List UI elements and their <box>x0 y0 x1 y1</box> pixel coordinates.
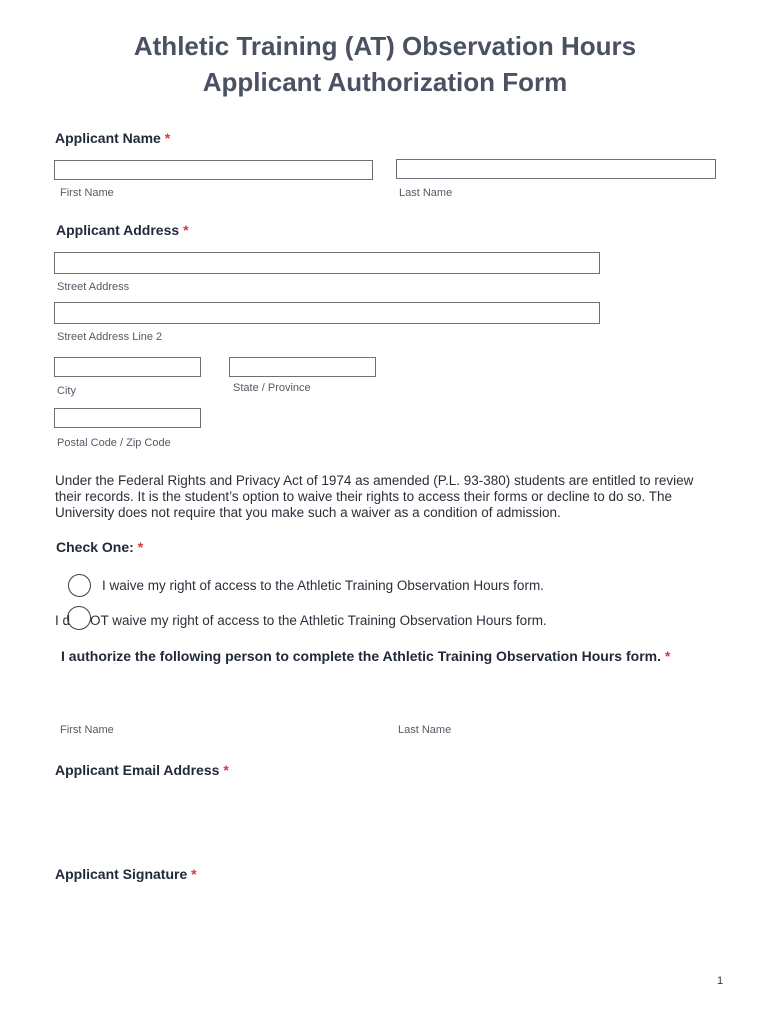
street-address-line-2-sublabel: Street Address Line 2 <box>57 331 163 343</box>
required-mark: * <box>664 648 671 664</box>
not-waive-option-label: OT waive my right of access to the Athletic Training Observation Hours form. <box>90 613 547 628</box>
last-name-sublabel: Last Name <box>399 187 453 199</box>
not-waive-radio[interactable] <box>67 606 91 630</box>
last-name-input[interactable] <box>396 159 716 179</box>
state-province-input[interactable] <box>229 357 376 377</box>
required-mark: * <box>223 762 229 778</box>
street-address-line-2-input[interactable] <box>54 302 600 324</box>
required-mark: * <box>137 539 144 555</box>
applicant-name-label: Applicant Name * <box>55 130 171 146</box>
required-mark: * <box>164 130 171 146</box>
first-name-input[interactable] <box>54 160 373 180</box>
authorized-last-name-sublabel: Last Name <box>398 724 452 736</box>
postal-code-input[interactable] <box>54 408 201 428</box>
city-sublabel: City <box>57 385 76 397</box>
street-address-input[interactable] <box>54 252 600 274</box>
authorized-first-name-sublabel: First Name <box>60 724 114 736</box>
applicant-email-label: Applicant Email Address * <box>55 762 229 778</box>
applicant-address-label: Applicant Address * <box>56 222 189 238</box>
street-address-sublabel: Street Address <box>57 281 130 293</box>
postal-code-sublabel: Postal Code / Zip Code <box>57 437 171 449</box>
applicant-signature-label: Applicant Signature * <box>55 866 197 882</box>
city-input[interactable] <box>54 357 201 377</box>
check-one-label: Check One: * <box>56 539 144 555</box>
first-name-sublabel: First Name <box>60 187 114 199</box>
required-mark: * <box>183 222 189 238</box>
state-province-sublabel: State / Province <box>233 382 311 394</box>
authorize-label: I authorize the following person to complete the Athletic Training Observation Hours form. * <box>61 648 671 664</box>
required-mark: * <box>191 866 197 882</box>
privacy-notice: Under the Federal Rights and Privacy Act of 1974 as amended (P.L. 93-380) students are entitled to review their records. It is the student’s option to waive their rights to access their forms or decline to do so. The University does not require that you make such a waiver as a condition of admission. <box>55 473 694 520</box>
form-title-line-2: Applicant Authorization Form <box>202 67 568 97</box>
not-waive-option-prefix: I d <box>55 613 71 628</box>
form-title-line-1: Athletic Training (AT) Observation Hours <box>133 31 637 61</box>
page-number: 1 <box>717 975 724 987</box>
waive-option-label: I waive my right of access to the Athletic Training Observation Hours form. <box>102 578 544 593</box>
waive-radio[interactable] <box>68 574 91 597</box>
